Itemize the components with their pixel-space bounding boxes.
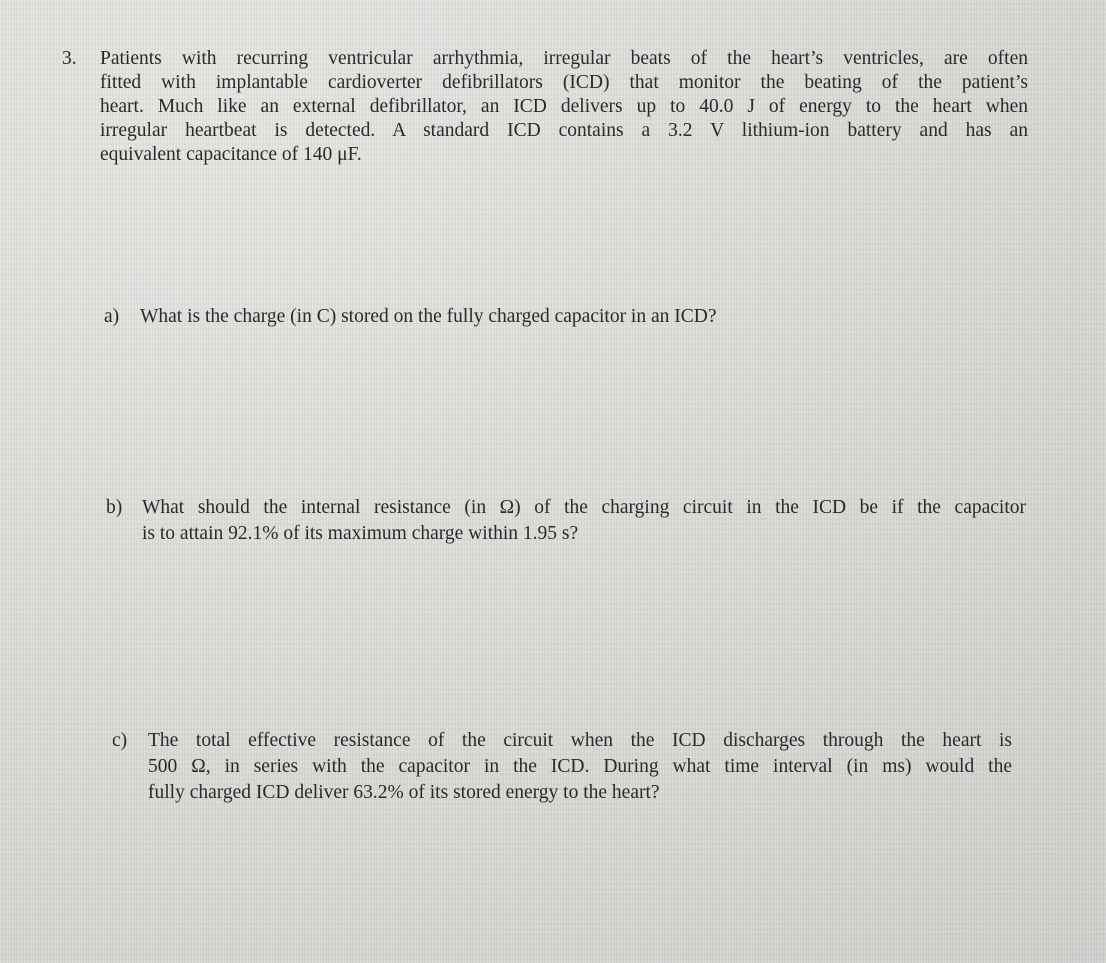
question-c	[112, 728, 1012, 806]
question-c-line-3: fully charged ICD deliver 63.2% of its stored energy to the heart?	[148, 782, 660, 803]
question-b-line-2: is to attain 92.1% of its maximum charge within 1.95 s?	[142, 523, 579, 544]
question-c-line-2: 500 Ω, in series with the capacitor in the ICD. During what time interval (in ms) would the	[148, 756, 1012, 777]
problem-line-3: heart. Much like an external defibrillator, an ICD delivers up to 40.0 J of energy to the heart when	[100, 96, 1028, 117]
question-a	[104, 304, 1004, 330]
question-c-text	[148, 728, 1012, 806]
question-a-line-1: What is the charge (in C) stored on the fully charged capacitor in an ICD?	[140, 306, 717, 327]
question-b-line-1: What should the internal resistance (in Ω) of the charging circuit in the ICD be if the capacitor	[142, 497, 1026, 518]
problem-line-4: irregular heartbeat is detected. A standard ICD contains a 3.2 V lithium-ion battery and has an	[100, 120, 1028, 141]
problem-line-2: fitted with implantable cardioverter defibrillators (ICD) that monitor the beating of the patient’s	[100, 72, 1028, 93]
problem-line-5: equivalent capacitance of 140 μF.	[100, 144, 362, 165]
problem-3	[62, 47, 1028, 167]
question-b-text	[142, 495, 1026, 547]
question-a-label: a)	[104, 306, 120, 327]
question-c-label: c)	[112, 730, 128, 751]
question-b	[106, 495, 1026, 547]
problem-statement	[100, 47, 1028, 167]
question-c-line-1: The total effective resistance of the circuit when the ICD discharges through the heart is	[148, 730, 1012, 751]
problem-line-1: Patients with recurring ventricular arrhythmia, irregular beats of the heart’s ventricles, are often	[100, 48, 1028, 69]
question-b-label: b)	[106, 497, 123, 518]
problem-number: 3.	[62, 48, 77, 69]
question-a-text	[140, 304, 1004, 330]
